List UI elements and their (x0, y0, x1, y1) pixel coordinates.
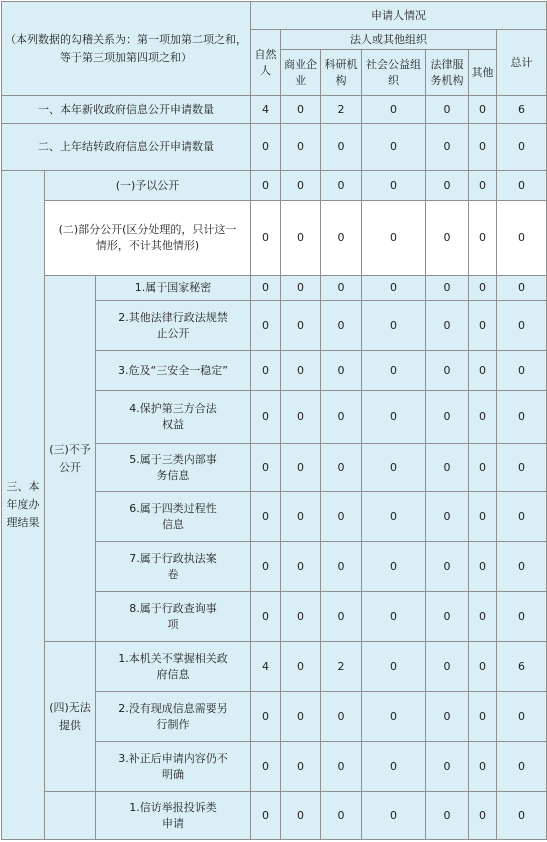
cell-value: 0 (251, 351, 281, 391)
cell-value: 0 (469, 96, 497, 124)
section3-label: 三、本年度办理结果 (2, 171, 45, 840)
cell-value: 0 (321, 171, 362, 201)
cell-value: 0 (469, 444, 497, 492)
row-label: (二)部分公开(区分处理的，只计这一情形，不计其他情形) (45, 201, 251, 276)
cell-value: 0 (362, 276, 426, 301)
cell-value: 0 (497, 351, 547, 391)
cell-value: 4 (251, 96, 281, 124)
unable-label: (四)无法提供 (45, 642, 96, 792)
cell-value: 0 (321, 692, 362, 742)
cell-value: 0 (281, 692, 321, 742)
cell-value: 0 (251, 742, 281, 792)
cell-value: 0 (251, 171, 281, 201)
cell-value: 0 (251, 391, 281, 444)
cell-value: 0 (251, 201, 281, 276)
cell-value: 0 (469, 124, 497, 171)
commercial-header: 商业企业 (281, 50, 321, 96)
cell-value: 0 (281, 201, 321, 276)
cell-value: 0 (426, 351, 469, 391)
cell-value: 0 (321, 492, 362, 542)
cell-value: 0 (362, 792, 426, 840)
cell-value: 0 (321, 542, 362, 592)
cell-value: 0 (469, 391, 497, 444)
row-label: 4.保护第三方合法权益 (96, 391, 251, 444)
cell-value: 0 (426, 124, 469, 171)
cell-value: 0 (251, 792, 281, 840)
cell-value: 0 (497, 124, 547, 171)
cell-value: 0 (362, 201, 426, 276)
cell-value: 0 (426, 96, 469, 124)
cell-value: 0 (251, 692, 281, 742)
cell-value: 0 (362, 124, 426, 171)
cell-value: 6 (497, 96, 547, 124)
cell-value: 0 (321, 444, 362, 492)
cell-value: 0 (469, 542, 497, 592)
cell-value: 0 (251, 542, 281, 592)
cell-value: 0 (281, 351, 321, 391)
cell-value: 0 (497, 742, 547, 792)
natural-person-header: 自然人 (251, 30, 281, 96)
cell-value: 0 (426, 301, 469, 351)
cell-value: 0 (469, 692, 497, 742)
cell-value: 2 (321, 642, 362, 692)
cell-value: 0 (362, 444, 426, 492)
cell-value: 0 (251, 301, 281, 351)
other-header: 其他 (469, 50, 497, 96)
cell-value: 0 (362, 642, 426, 692)
cell-value: 0 (497, 592, 547, 642)
row-label: 2.没有现成信息需要另行制作 (96, 692, 251, 742)
cell-value: 0 (426, 542, 469, 592)
cell-value: 4 (251, 642, 281, 692)
row-label: 1.信访举报投诉类申请 (96, 792, 251, 840)
cell-value: 0 (469, 351, 497, 391)
cell-value: 0 (426, 742, 469, 792)
cell-value: 0 (251, 124, 281, 171)
cell-value: 0 (281, 391, 321, 444)
cell-value: 0 (321, 301, 362, 351)
applicant-situation-header: 申请人情况 (251, 2, 547, 30)
not-disclosed-label: (三)不予公开 (45, 276, 96, 642)
cell-value: 0 (362, 542, 426, 592)
cell-value: 0 (362, 96, 426, 124)
row-label: 2.其他法律行政法规禁止公开 (96, 301, 251, 351)
cell-value: 0 (362, 391, 426, 444)
cell-value: 0 (497, 444, 547, 492)
cell-value: 0 (497, 692, 547, 742)
cell-value: 0 (281, 792, 321, 840)
cell-value: 0 (469, 201, 497, 276)
cell-value: 0 (497, 171, 547, 201)
cell-value: 0 (251, 276, 281, 301)
cell-value: 0 (281, 642, 321, 692)
cell-value: 0 (497, 542, 547, 592)
cell-value: 0 (362, 592, 426, 642)
cell-value: 0 (321, 276, 362, 301)
cell-value: 0 (426, 592, 469, 642)
cell-value: 0 (321, 592, 362, 642)
row-label: 一、本年新收政府信息公开申请数量 (2, 96, 251, 124)
cell-value: 0 (497, 492, 547, 542)
cell-value: 0 (362, 692, 426, 742)
row-label: 8.属于行政查询事项 (96, 592, 251, 642)
cell-value: 0 (426, 201, 469, 276)
cell-value: 0 (281, 276, 321, 301)
row-label: 二、上年结转政府信息公开申请数量 (2, 124, 251, 171)
cell-value: 6 (497, 642, 547, 692)
cell-value: 0 (362, 171, 426, 201)
corner-note: （本列数据的勾稽关系为：第一项加第二项之和，等于第三项加第四项之和） (2, 2, 251, 96)
cell-value: 0 (497, 792, 547, 840)
legal-entities-header: 法人或其他组织 (281, 30, 497, 50)
cell-value: 0 (426, 391, 469, 444)
research-header: 科研机构 (321, 50, 362, 96)
row-label: 5.属于三类内部事务信息 (96, 444, 251, 492)
cell-value: 0 (281, 124, 321, 171)
cell-value: 0 (281, 742, 321, 792)
row-label: 6.属于四类过程性信息 (96, 492, 251, 542)
cell-value: 0 (426, 492, 469, 542)
cell-value: 0 (497, 201, 547, 276)
cell-value: 0 (426, 642, 469, 692)
row-label: 3.补正后申请内容仍不明确 (96, 742, 251, 792)
cell-value: 0 (426, 444, 469, 492)
cell-value: 0 (251, 492, 281, 542)
not-processed-label (45, 792, 96, 840)
cell-value: 0 (469, 301, 497, 351)
cell-value: 0 (469, 792, 497, 840)
cell-value: 0 (426, 171, 469, 201)
cell-value: 0 (426, 692, 469, 742)
cell-value: 0 (321, 391, 362, 444)
cell-value: 0 (497, 391, 547, 444)
cell-value: 0 (321, 201, 362, 276)
cell-value: 0 (426, 792, 469, 840)
cell-value: 0 (281, 171, 321, 201)
cell-value: 0 (281, 301, 321, 351)
row-label: 7.属于行政执法案卷 (96, 542, 251, 592)
cell-value: 0 (281, 444, 321, 492)
cell-value: 0 (362, 742, 426, 792)
cell-value: 0 (321, 124, 362, 171)
cell-value: 0 (251, 592, 281, 642)
cell-value: 0 (497, 301, 547, 351)
cell-value: 0 (469, 171, 497, 201)
row-label: (一)予以公开 (45, 171, 251, 201)
gov-info-disclosure-table (1, 1, 547, 840)
cell-value: 0 (469, 642, 497, 692)
cell-value: 0 (321, 351, 362, 391)
cell-value: 0 (469, 592, 497, 642)
cell-value: 0 (362, 492, 426, 542)
total-header: 总计 (497, 30, 547, 96)
legal-services-header: 法律服务机构 (426, 50, 469, 96)
cell-value: 0 (362, 351, 426, 391)
cell-value: 0 (469, 492, 497, 542)
cell-value: 0 (281, 592, 321, 642)
cell-value: 0 (362, 301, 426, 351)
social-welfare-header: 社会公益组织 (362, 50, 426, 96)
row-label: 1.属于国家秘密 (96, 276, 251, 301)
cell-value: 0 (281, 542, 321, 592)
cell-value: 0 (251, 444, 281, 492)
cell-value: 0 (321, 742, 362, 792)
cell-value: 0 (497, 276, 547, 301)
cell-value: 0 (281, 96, 321, 124)
row-label: 1.本机关不掌握相关政府信息 (96, 642, 251, 692)
cell-value: 0 (469, 742, 497, 792)
cell-value: 0 (426, 276, 469, 301)
cell-value: 2 (321, 96, 362, 124)
row-label: 3.危及“三安全一稳定” (96, 351, 251, 391)
cell-value: 0 (469, 276, 497, 301)
cell-value: 0 (321, 792, 362, 840)
cell-value: 0 (281, 492, 321, 542)
